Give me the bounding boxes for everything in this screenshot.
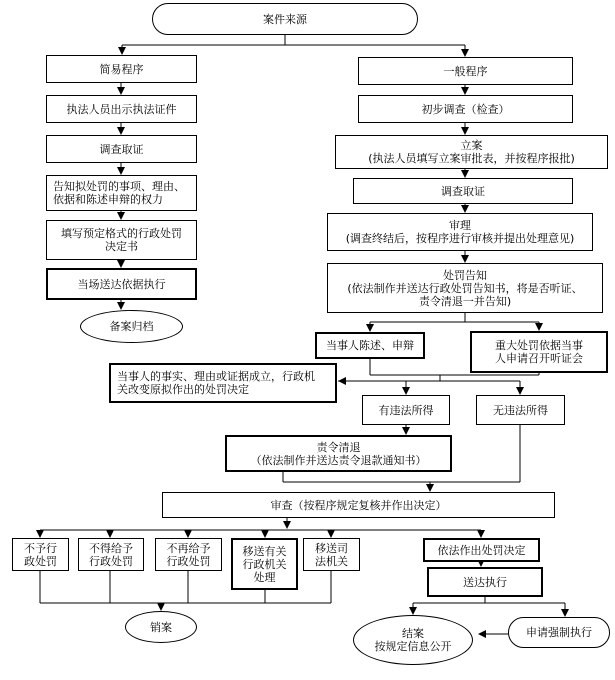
transfer-admin-line1: 移送有关 xyxy=(242,544,287,558)
major-hearing-line1: 重大处罚依据当事 xyxy=(495,339,583,352)
case-filing-line2: (执法人员填写立案审批表，并按程序报批) xyxy=(368,152,575,165)
flow-node-case-cancelled xyxy=(125,611,197,643)
flow-node-file-archive xyxy=(80,310,183,343)
party-statement-label: 当事人陈述、申辩 xyxy=(326,339,414,352)
investigate-left-label: 调查取证 xyxy=(99,142,144,156)
review-label: 审查（按程序规定复核并作出决定） xyxy=(270,498,447,512)
flow-node-investigate-left xyxy=(46,135,197,163)
flow-node-punishment-notice xyxy=(327,263,603,313)
flow-node-show-credentials xyxy=(46,95,197,123)
flow-node-serve-onsite xyxy=(46,268,197,300)
notify-rights-line1: 告知拟处罚的事项、理由、 xyxy=(53,180,185,193)
flow-node-illegal-gains-yes xyxy=(362,395,450,425)
transfer-judicial-line2: 法机关 xyxy=(315,554,348,568)
flow-node-trial xyxy=(327,213,593,251)
no-punishment-line1: 不予行 xyxy=(24,541,57,555)
no-longer-punish-line2: 行政处罚 xyxy=(166,554,211,568)
flow-node-illegal-gains-no xyxy=(476,395,565,425)
serve-onsite-label: 当场送达依据执行 xyxy=(77,277,166,291)
fill-decision-line2: 决定书 xyxy=(105,240,138,253)
flow-node-order-refund xyxy=(225,435,452,472)
flow-node-investigate-right xyxy=(353,178,573,204)
preliminary-investigation-label: 初步调查（检查） xyxy=(421,102,510,116)
no-punishment-line2: 政处罚 xyxy=(24,554,57,568)
flow-node-no-punishment xyxy=(12,538,69,571)
change-decision-line1: 当事人的事实、理由或证据成立，行政机 xyxy=(117,370,315,383)
flow-node-party-statement xyxy=(315,332,425,359)
flow-node-major-hearing xyxy=(470,331,608,373)
case-source-label: 案件来源 xyxy=(263,12,307,26)
show-credentials-label: 执法人员出示执法证件 xyxy=(66,102,177,116)
flow-node-compulsory-enforcement xyxy=(508,617,610,648)
transfer-admin-line2: 行政机关 xyxy=(242,557,287,571)
flow-node-shall-not-punish xyxy=(78,538,144,571)
investigate-right-label: 调查取证 xyxy=(441,184,485,198)
no-longer-punish-line1: 不再给予 xyxy=(166,541,211,555)
flow-node-make-decision xyxy=(423,538,540,562)
flow-node-case-source xyxy=(152,3,418,35)
flow-node-serve-execute xyxy=(427,567,543,597)
flow-node-simple-procedure xyxy=(46,55,197,83)
flow-node-review xyxy=(162,492,555,518)
case-closed-line2: 按规定信息公开 xyxy=(374,640,452,653)
file-archive-label: 备案归档 xyxy=(109,320,154,333)
serve-execute-label: 送达执行 xyxy=(463,575,507,589)
transfer-admin-line3: 处理 xyxy=(253,570,276,584)
compulsory-enforcement-label: 申请强制执行 xyxy=(526,626,592,639)
transfer-judicial-line1: 移送司 xyxy=(315,541,348,555)
simple-procedure-label: 简易程序 xyxy=(99,62,144,76)
trial-line2: (调查终结后，按程序进行审核并提出处理意见) xyxy=(345,232,575,245)
flow-node-change-decision xyxy=(109,363,337,403)
flow-node-case-closed xyxy=(353,615,473,665)
case-filing-line1: 立案 xyxy=(460,139,483,152)
illegal-gains-no-label: 无违法所得 xyxy=(493,403,548,417)
change-decision-line2: 关改变原拟作出的处罚决定 xyxy=(117,383,249,396)
flow-node-fill-decision xyxy=(46,220,197,260)
shall-not-punish-line1: 不得给予 xyxy=(89,541,133,555)
flow-node-preliminary-investigation xyxy=(358,95,573,123)
case-closed-line1: 结案 xyxy=(402,627,424,640)
flow-node-transfer-admin xyxy=(231,538,298,590)
flow-node-transfer-judicial xyxy=(303,538,360,571)
major-hearing-line2: 人申请召开听证会 xyxy=(495,352,583,365)
general-procedure-label: 一般程序 xyxy=(443,64,488,78)
order-refund-line1: 责令清退 xyxy=(316,440,361,454)
punishment-notice-line2: (依法制作并送达行政处罚告知书，将是否听证、 xyxy=(347,281,583,295)
trial-line1: 审理 xyxy=(449,219,471,232)
illegal-gains-yes-label: 有违法所得 xyxy=(378,403,434,417)
case-cancelled-label: 销案 xyxy=(150,620,172,634)
flow-node-notify-rights xyxy=(46,175,197,211)
fill-decision-line1: 填写预定格式的行政处罚 xyxy=(61,227,182,240)
punishment-notice-line1: 处罚告知 xyxy=(443,268,487,282)
notify-rights-line2: 依据和陈述申辩的权力 xyxy=(53,193,163,206)
flow-node-no-longer-punish xyxy=(155,538,222,571)
punishment-notice-line3: 责令清退一并告知) xyxy=(418,294,512,308)
flow-node-case-filing xyxy=(335,135,608,169)
make-decision-label: 依法作出处罚决定 xyxy=(437,543,526,557)
order-refund-line2: （依法制作并送达责令退款通知书） xyxy=(250,453,427,467)
flow-node-general-procedure xyxy=(358,57,573,85)
shall-not-punish-line2: 行政处罚 xyxy=(89,554,133,568)
